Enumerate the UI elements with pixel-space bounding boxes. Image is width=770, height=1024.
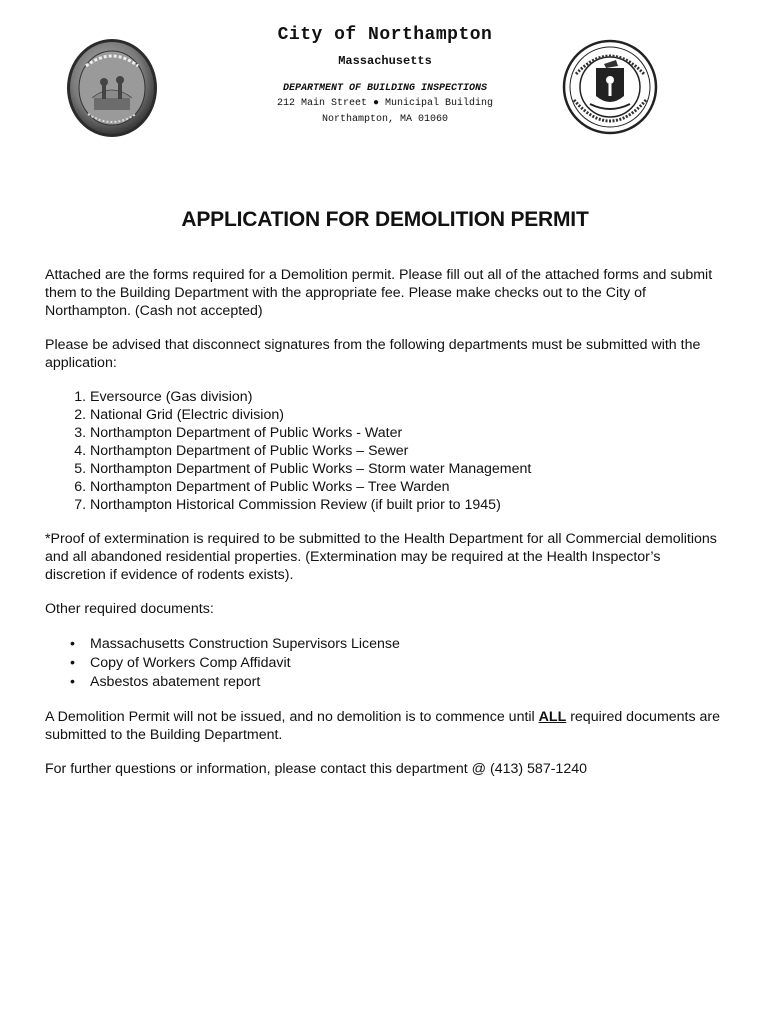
state-name: Massachusetts (338, 54, 432, 68)
northampton-seal-icon (66, 38, 158, 138)
list-item: 3. Northampton Department of Public Works - Water (90, 424, 725, 442)
permit-notice-text: A Demolition Permit will not be issued, and no demolition is to commence until (45, 709, 539, 725)
extermination-note: *Proof of extermination is required to be submitted to the Health Department for all Commercial demolitions and all abandoned residential properties. (Extermination may be required at the Health Inspector’s discretion if evidence of rodents exists). (45, 531, 717, 583)
list-item: • Asbestos abatement report (90, 673, 725, 692)
list-item: 6. Northampton Department of Public Works – Tree Warden (90, 478, 725, 496)
permit-notice-emphasis: ALL (538, 709, 567, 725)
department-name: DEPARTMENT OF BUILDING INSPECTIONS (282, 83, 488, 94)
document-title: APPLICATION FOR DEMOLITION PERMIT (181, 208, 589, 231)
address-line-2: Northampton, MA 01060 (321, 114, 449, 125)
list-item: 5. Northampton Department of Public Works – Storm water Management (90, 460, 725, 478)
department-list (45, 388, 725, 514)
list-item: 2. National Grid (Electric division) (90, 406, 725, 424)
document-body (45, 266, 725, 778)
letterhead (0, 0, 770, 160)
intro-paragraph: Attached are the forms required for a Demolition permit. Please fill out all of the attached forms and submit them to the Building Department with the appropriate fee. Please make checks out to the City of Northampton. (Cash not accepted) (45, 267, 713, 319)
list-item: 4. Northampton Department of Public Works – Sewer (90, 442, 725, 460)
massachusetts-seal-icon (562, 38, 658, 136)
permit-notice-text-end: required documents are submitted to the Building Department. (45, 709, 721, 743)
address-line-1: 212 Main Street ● Municipal Building (276, 98, 494, 109)
permit-notice (45, 708, 725, 744)
advisory-paragraph: Please be advised that disconnect signatures from the following departments must be submitted with the application: (45, 337, 701, 371)
list-item: 1. Eversource (Gas division) (90, 388, 725, 406)
required-documents-list (45, 635, 725, 692)
letterhead-text (200, 24, 570, 127)
list-item: • Copy of Workers Comp Affidavit (90, 654, 725, 673)
other-docs-heading: Other required documents: (45, 601, 214, 617)
list-item: 7. Northampton Historical Commission Review (if built prior to 1945) (90, 496, 725, 514)
contact-line: For further questions or information, please contact this department @ (413) 587-1240 (45, 761, 587, 777)
list-item: • Massachusetts Construction Supervisors License (90, 635, 725, 654)
city-name: City of Northampton (277, 25, 493, 45)
